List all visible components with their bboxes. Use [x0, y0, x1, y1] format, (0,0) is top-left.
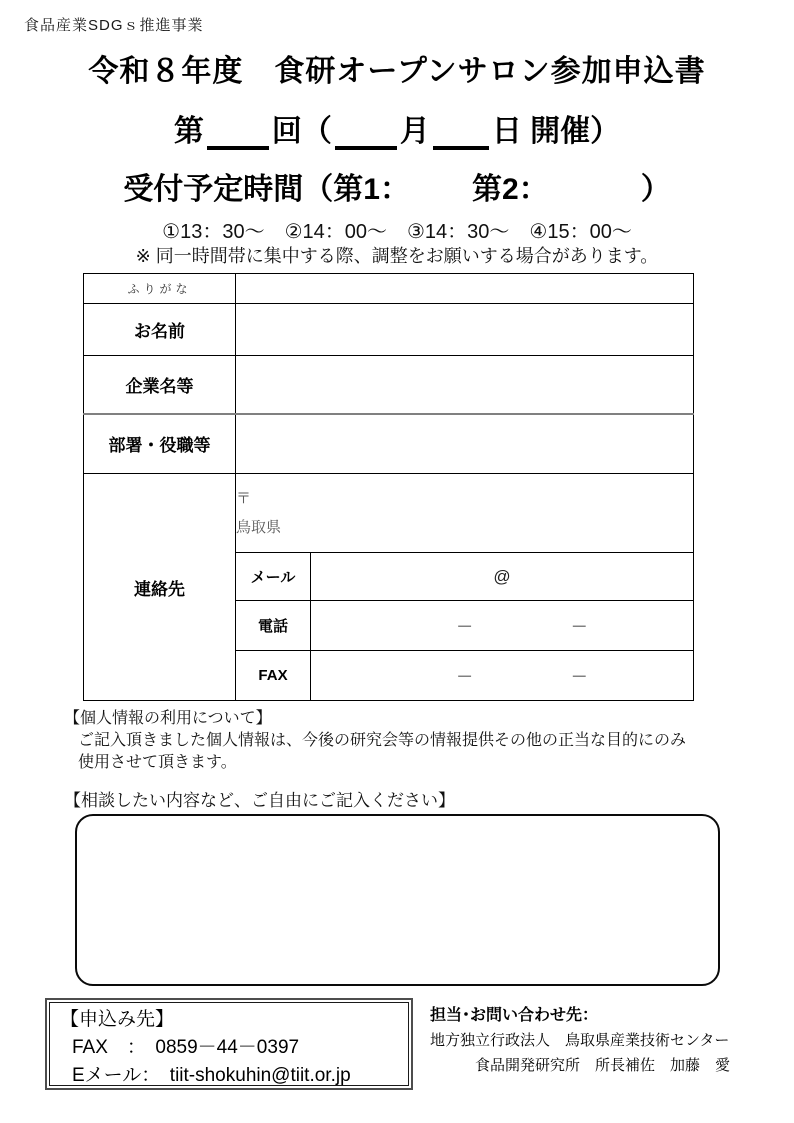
reception-part2: 第2：: [472, 173, 549, 206]
tel-input-cell[interactable]: [311, 601, 694, 651]
reception-time-line: [0, 164, 794, 208]
prefecture-placeholder: 鳥取県: [236, 519, 282, 536]
fax-dash2: －: [570, 666, 588, 686]
session-part4: 日 開催）: [491, 115, 621, 148]
table-row-name: [84, 304, 694, 356]
apply-email-line: Eメール： tiit-shokuhin@tiit.or.jp: [72, 1065, 351, 1086]
company-input-cell[interactable]: [236, 356, 694, 414]
apply-destination-inner: [49, 1002, 409, 1086]
privacy-heading: 【個人情報の利用について】: [64, 710, 272, 727]
session-part3: 月: [399, 115, 430, 148]
contact-org-line: 地方独立行政法人 鳥取県産業技術センター: [430, 1032, 730, 1049]
contact-label: 連絡先: [84, 474, 236, 701]
session-part2: 回（: [271, 115, 332, 148]
privacy-notice: [64, 708, 744, 774]
privacy-line1: ご記入頂きました個人情報は、今後の研究会等の情報提供その他の正当な目的にのみ: [78, 732, 687, 749]
table-row-furigana: [84, 274, 694, 304]
name-label: お名前: [84, 304, 236, 356]
table-row-department: [84, 414, 694, 474]
mail-label: メール: [236, 553, 311, 601]
at-mark: @: [493, 566, 511, 586]
tel-dash1: －: [456, 616, 474, 636]
session-line: [0, 106, 794, 150]
contact-person-line: 食品開発研究所 所長補佐 加藤 愛: [474, 1057, 730, 1074]
fax-input-cell[interactable]: [311, 651, 694, 701]
apply-heading: 【申込み先】: [60, 1009, 175, 1030]
apply-fax-line: FAX ： 0859－44－0397: [72, 1037, 300, 1058]
furigana-input-cell[interactable]: [236, 274, 694, 304]
time-options: ①13：30～ ②14：00～ ③14：30～ ④15：00～: [162, 221, 632, 243]
contact-heading: 担当･お問い合わせ先：: [430, 1007, 599, 1024]
fax-label: FAX: [236, 651, 311, 701]
session-part1: 第: [173, 115, 204, 148]
applicant-form-table: [83, 273, 694, 701]
session-number-blank[interactable]: [207, 116, 269, 150]
apply-destination-box: [45, 998, 413, 1090]
postal-mark: 〒: [236, 490, 252, 507]
month-blank[interactable]: [335, 116, 397, 150]
table-row-address: [84, 474, 694, 553]
tel-dash2: －: [570, 616, 588, 636]
contact-info-block: [430, 1004, 775, 1078]
department-label: 部署・役職等: [84, 414, 236, 474]
page-title: 令和８年度 食研オープンサロン参加申込書: [88, 55, 706, 88]
consult-input-box[interactable]: [75, 814, 720, 986]
mail-input-cell[interactable]: [311, 553, 694, 601]
tel-label: 電話: [236, 601, 311, 651]
reception-part3: ）: [640, 173, 671, 206]
name-input-cell[interactable]: [236, 304, 694, 356]
table-row-company: [84, 356, 694, 414]
department-input-cell[interactable]: [236, 414, 694, 474]
privacy-line2: 使用させて頂きます。: [78, 754, 237, 771]
consult-heading: 【相談したい内容など、ご自由にご記入ください】: [64, 791, 455, 810]
address-input-cell[interactable]: [236, 474, 694, 553]
day-blank[interactable]: [433, 116, 489, 150]
time-note: ※ 同一時間帯に集中する際、調整をお願いする場合があります。: [135, 246, 659, 266]
program-label: 食品産業SDGｓ推進事業: [24, 17, 204, 34]
fax-dash1: －: [456, 666, 474, 686]
company-label: 企業名等: [84, 356, 236, 414]
furigana-label: ふりがな: [84, 274, 236, 304]
reception-part1: 受付予定時間（第1：: [123, 173, 410, 206]
